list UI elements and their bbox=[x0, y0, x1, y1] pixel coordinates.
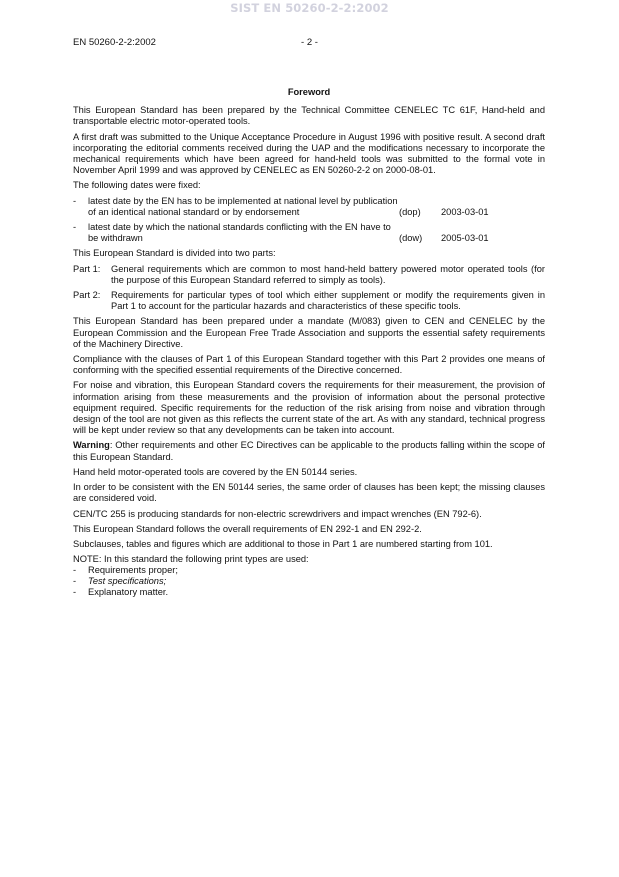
note-block bbox=[73, 554, 545, 598]
watermark: SIST EN 50260-2-2:2002 bbox=[230, 1, 389, 15]
date-value: 2003-03-01 bbox=[441, 206, 489, 217]
part-2-item bbox=[73, 290, 545, 312]
paragraph-warning bbox=[73, 440, 545, 462]
part-label: Part 1: bbox=[73, 263, 101, 274]
date-description: latest date by the EN has to be implemented at national level by publication of an identical national standard or by endorsement bbox=[88, 195, 398, 217]
note-intro: NOTE: In this standard the following print types are used: bbox=[73, 554, 309, 565]
part-description: Requirements for particular types of tool which either supplement or modify the requirements given in Part 1 to account for the particular hazards and characteristics of these specific tools. bbox=[111, 290, 545, 312]
paragraph-en50144: Hand held motor-operated tools are covered by the EN 50144 series. bbox=[73, 466, 358, 477]
paragraph-dates-intro: The following dates were fixed: bbox=[73, 180, 201, 191]
date-item-dow bbox=[73, 222, 545, 244]
list-dash: - bbox=[73, 565, 77, 576]
part-label: Part 2: bbox=[73, 290, 101, 301]
paragraph-committee: This European Standard has been prepared by the Technical Committee CENELEC TC 61F, Hand-held and transportable electric motor-operated tools. bbox=[73, 105, 545, 127]
note-item-text: Requirements proper; bbox=[88, 565, 178, 576]
foreword-title: Foreword bbox=[287, 87, 331, 97]
note-item-text: Test specifications; bbox=[88, 576, 167, 587]
dates-list bbox=[73, 196, 545, 245]
paragraph-compliance: Compliance with the clauses of Part 1 of this European Standard together with this Part 2 provides one means of conforming with the specified essential requirements of the Directive concerned. bbox=[73, 354, 545, 376]
date-description: latest date by which the national standards conflicting with the EN have to be withdrawn bbox=[88, 222, 391, 244]
note-item-text: Explanatory matter. bbox=[88, 587, 169, 598]
date-item-dop bbox=[73, 196, 545, 218]
note-item-explanatory bbox=[73, 587, 545, 598]
note-item-test-specifications bbox=[73, 576, 545, 587]
list-dash: - bbox=[73, 195, 77, 206]
date-abbreviation: (dop) bbox=[399, 206, 421, 217]
paragraph-consistency: In order to be consistent with the EN 50144 series, the same order of clauses has been kept; the missing clauses are considered void. bbox=[73, 482, 545, 504]
note-list bbox=[73, 565, 545, 598]
paragraph-subclauses: Subclauses, tables and figures which are additional to those in Part 1 are numbered starting from 101. bbox=[73, 538, 493, 549]
warning-text: : Other requirements and other EC Directives can be applicable to the products falling within the scope of this European Standard. bbox=[73, 440, 545, 462]
date-value: 2005-03-01 bbox=[441, 233, 489, 244]
list-dash: - bbox=[73, 576, 77, 587]
part-description: General requirements which are common to most hand-held battery powered motor operated tools (for the purpose of this European Standard referred to simply as tools). bbox=[111, 263, 545, 285]
note-item-requirements bbox=[73, 565, 545, 576]
part-1-item bbox=[73, 264, 545, 286]
list-dash: - bbox=[73, 587, 77, 598]
paragraph-noise-vibration: For noise and vibration, this European Standard covers the requirements for their measurement, the provision of information arising from these measurements and the provision of information about the personal protective equipment required. Specific requirements for the reduction of the risk arising from noise and vibration through design of the tool are not given as this reflects the current state of the art. As with any standard, technical progress will be kept under review so that any developments can be taken into account. bbox=[73, 380, 545, 436]
date-abbreviation: (dow) bbox=[399, 233, 423, 244]
paragraph-mandate: This European Standard has been prepared under a mandate (M/083) given to CEN and CENELEC by the European Commission and the European Free Trade Association and supports the essential safety requirements of the Machinery Directive. bbox=[73, 316, 545, 349]
list-dash: - bbox=[73, 222, 77, 233]
header-page-number: - 2 - bbox=[301, 37, 318, 48]
paragraph-draft: A first draft was submitted to the Unique Acceptance Procedure in August 1996 with positive result. A second draft incorporating the editorial comments received during the UAP and the modifications necessary to incorporate the mechanical requirements which have been agreed for hand-held tools was submitted to the formal vote in November April 1999 and was approved by CENELEC as EN 50260-2-2 on 2000-08-01. bbox=[73, 131, 545, 176]
paragraph-parts-intro: This European Standard is divided into two parts: bbox=[73, 248, 276, 259]
paragraph-cen-tc: CEN/TC 255 is producing standards for non-electric screwdrivers and impact wrenches (EN 792-6). bbox=[73, 508, 482, 519]
paragraph-en292: This European Standard follows the overall requirements of EN 292-1 and EN 292-2. bbox=[73, 523, 422, 534]
warning-label: Warning bbox=[73, 440, 110, 451]
header-document-id: EN 50260-2-2:2002 bbox=[73, 37, 156, 48]
page-content bbox=[73, 87, 545, 598]
